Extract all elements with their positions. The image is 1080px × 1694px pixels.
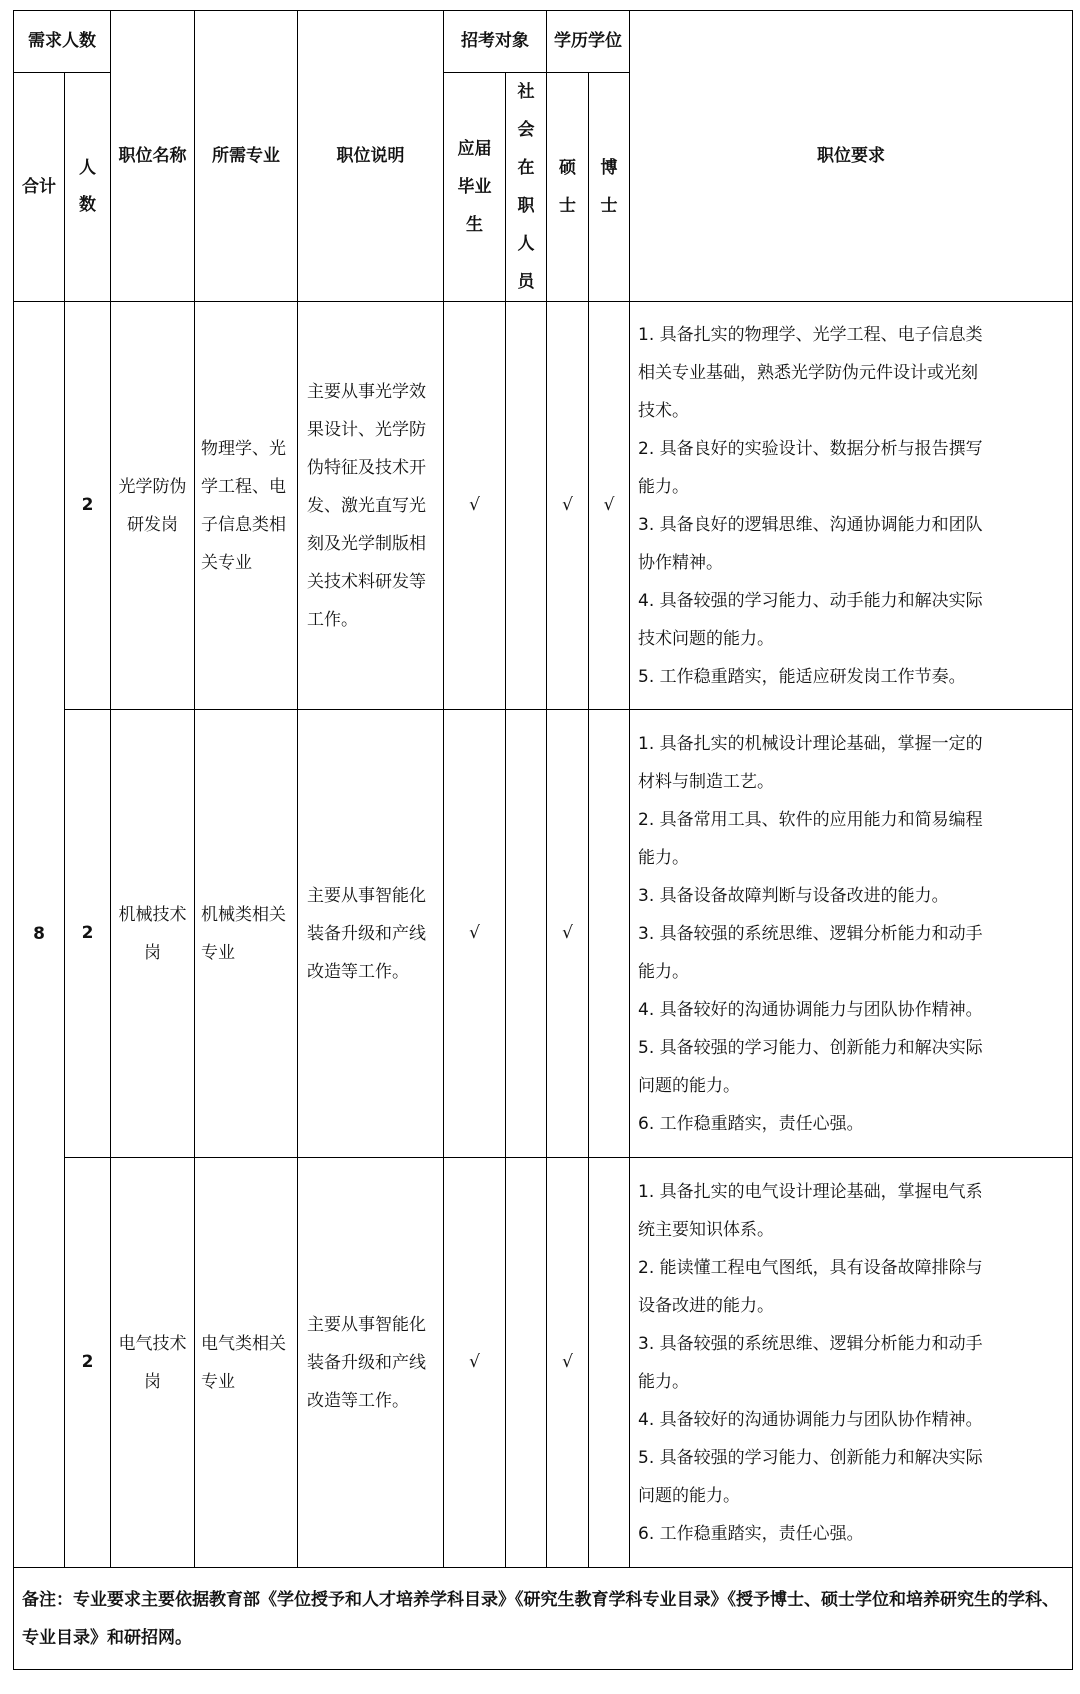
header-position-name: 职位名称 xyxy=(111,11,195,302)
header-requirements: 职位要求 xyxy=(630,11,1073,302)
desc-line: 关技术料研发等 xyxy=(307,571,426,592)
header-count xyxy=(65,73,111,302)
major-line: 关专业 xyxy=(201,552,252,573)
req-line: 能力。 xyxy=(638,961,689,982)
master-check: √ xyxy=(547,302,589,710)
desc-line: 发、激光直写光 xyxy=(307,495,426,516)
req-line: 1. 具备扎实的电气设计理论基础，掌握电气系 xyxy=(638,1181,983,1202)
total-count: 8 xyxy=(14,302,65,1568)
position-count: 2 xyxy=(65,1158,111,1568)
desc-line: 装备升级和产线 xyxy=(307,1352,426,1373)
header-doctor-char: 博 xyxy=(600,158,618,178)
position-name-line: 电气技术 xyxy=(118,1333,187,1354)
position-name-line: 研发岗 xyxy=(127,514,178,535)
req-line: 能力。 xyxy=(638,847,689,868)
header-fresh-grad-char: 生 xyxy=(466,215,483,235)
position-name xyxy=(111,1158,195,1568)
req-line: 3. 具备较强的系统思维、逻辑分析能力和动手 xyxy=(638,923,983,944)
header-count-char: 人 xyxy=(79,158,96,178)
desc-line: 主要从事光学效 xyxy=(307,381,426,402)
req-line: 设备改进的能力。 xyxy=(638,1295,774,1316)
desc-line: 刻及光学制版相 xyxy=(307,533,426,554)
req-line: 4. 具备较好的沟通协调能力与团队协作精神。 xyxy=(638,1409,983,1430)
req-line: 问题的能力。 xyxy=(638,1485,740,1506)
header-major: 所需专业 xyxy=(195,11,298,302)
header-social-char: 职 xyxy=(517,196,535,216)
req-line: 6. 工作稳重踏实，责任心强。 xyxy=(638,1523,864,1544)
position-name-line: 机械技术 xyxy=(118,904,187,925)
header-fresh-grad xyxy=(444,73,506,302)
header-master-char: 硕 xyxy=(559,158,576,178)
position-name xyxy=(111,302,195,710)
req-line: 材料与制造工艺。 xyxy=(638,771,774,792)
header-total: 合计 xyxy=(14,73,65,302)
position-requirements xyxy=(630,1158,1073,1568)
req-line: 1. 具备扎实的机械设计理论基础，掌握一定的 xyxy=(638,733,983,754)
footnote: 备注：专业要求主要依据教育部《学位授予和人才培养学科目录》《研究生教育学科专业目录》《授予博士、硕士学位和培养研究生的学科、专业目录》和研招网。 xyxy=(14,1568,1073,1670)
position-description xyxy=(298,1158,444,1568)
req-line: 1. 具备扎实的物理学、光学工程、电子信息类 xyxy=(638,324,983,345)
req-line: 协作精神。 xyxy=(638,552,723,573)
header-fresh-grad-char: 应届 xyxy=(457,139,492,159)
position-requirements xyxy=(630,710,1073,1158)
req-line: 相关专业基础，熟悉光学防伪元件设计或光刻 xyxy=(638,362,978,383)
table-row xyxy=(14,710,1073,1158)
position-name-line: 岗 xyxy=(144,1371,161,1392)
header-social xyxy=(506,73,547,302)
major-line: 电气类相关 xyxy=(201,1333,286,1354)
major-line: 专业 xyxy=(201,942,235,963)
desc-line: 伪特征及技术开 xyxy=(307,457,426,478)
major-line: 机械类相关 xyxy=(201,904,286,925)
header-demand-count: 需求人数 xyxy=(14,11,111,73)
doctor-check: √ xyxy=(589,302,630,710)
position-name-line: 岗 xyxy=(144,942,161,963)
header-count-char: 数 xyxy=(79,195,96,215)
doctor-check xyxy=(589,710,630,1158)
doctor-check xyxy=(589,1158,630,1568)
header-master xyxy=(547,73,589,302)
header-doctor-char: 士 xyxy=(600,196,618,216)
header-description: 职位说明 xyxy=(298,11,444,302)
header-doctor xyxy=(589,73,630,302)
req-line: 3. 具备设备故障判断与设备改进的能力。 xyxy=(638,885,949,906)
desc-line: 改造等工作。 xyxy=(307,1390,409,1411)
req-line: 4. 具备较好的沟通协调能力与团队协作精神。 xyxy=(638,999,983,1020)
master-check: √ xyxy=(547,710,589,1158)
header-social-char: 人 xyxy=(517,234,535,254)
header-fresh-grad-char: 毕业 xyxy=(457,177,492,197)
major-line: 学工程、电 xyxy=(201,476,286,497)
position-major xyxy=(195,1158,298,1568)
req-line: 能力。 xyxy=(638,1371,689,1392)
fresh-grad-check: √ xyxy=(444,710,506,1158)
master-check: √ xyxy=(547,1158,589,1568)
desc-line: 主要从事智能化 xyxy=(307,1314,426,1335)
header-social-char: 在 xyxy=(517,158,535,178)
social-check xyxy=(506,710,547,1158)
req-line: 问题的能力。 xyxy=(638,1075,740,1096)
header-social-char: 员 xyxy=(517,272,535,292)
position-major xyxy=(195,710,298,1158)
fresh-grad-check: √ xyxy=(444,1158,506,1568)
req-line: 统主要知识体系。 xyxy=(638,1219,774,1240)
position-count: 2 xyxy=(65,710,111,1158)
header-social-char: 社 xyxy=(517,82,535,102)
position-name-line: 光学防伪 xyxy=(118,476,187,497)
major-line: 物理学、光 xyxy=(201,438,286,459)
desc-line: 果设计、光学防 xyxy=(307,419,426,440)
req-line: 5. 具备较强的学习能力、创新能力和解决实际 xyxy=(638,1447,983,1468)
desc-line: 装备升级和产线 xyxy=(307,923,426,944)
social-check xyxy=(506,302,547,710)
position-major xyxy=(195,302,298,710)
req-line: 2. 能读懂工程电气图纸，具有设备故障排除与 xyxy=(638,1257,983,1278)
position-requirements xyxy=(630,302,1073,710)
desc-line: 主要从事智能化 xyxy=(307,885,426,906)
major-line: 子信息类相 xyxy=(201,514,286,535)
table-row xyxy=(14,302,1073,710)
req-line: 2. 具备常用工具、软件的应用能力和简易编程 xyxy=(638,809,983,830)
header-target: 招考对象 xyxy=(444,11,547,73)
req-line: 3. 具备较强的系统思维、逻辑分析能力和动手 xyxy=(638,1333,983,1354)
position-description xyxy=(298,302,444,710)
req-line: 技术问题的能力。 xyxy=(638,628,774,649)
recruitment-table xyxy=(13,10,1073,1670)
header-education: 学历学位 xyxy=(547,11,630,73)
position-name xyxy=(111,710,195,1158)
desc-line: 改造等工作。 xyxy=(307,961,409,982)
desc-line: 工作。 xyxy=(307,609,358,630)
req-line: 2. 具备良好的实验设计、数据分析与报告撰写 xyxy=(638,438,983,459)
req-line: 5. 工作稳重踏实，能适应研发岗工作节奏。 xyxy=(638,666,966,687)
social-check xyxy=(506,1158,547,1568)
req-line: 能力。 xyxy=(638,476,689,497)
header-social-char: 会 xyxy=(517,120,535,140)
req-line: 6. 工作稳重踏实，责任心强。 xyxy=(638,1113,864,1134)
req-line: 3. 具备良好的逻辑思维、沟通协调能力和团队 xyxy=(638,514,983,535)
major-line: 专业 xyxy=(201,1371,235,1392)
header-master-char: 士 xyxy=(559,196,576,216)
position-count: 2 xyxy=(65,302,111,710)
table-row xyxy=(14,1158,1073,1568)
fresh-grad-check: √ xyxy=(444,302,506,710)
req-line: 5. 具备较强的学习能力、创新能力和解决实际 xyxy=(638,1037,983,1058)
position-description xyxy=(298,710,444,1158)
req-line: 4. 具备较强的学习能力、动手能力和解决实际 xyxy=(638,590,983,611)
req-line: 技术。 xyxy=(638,400,689,421)
